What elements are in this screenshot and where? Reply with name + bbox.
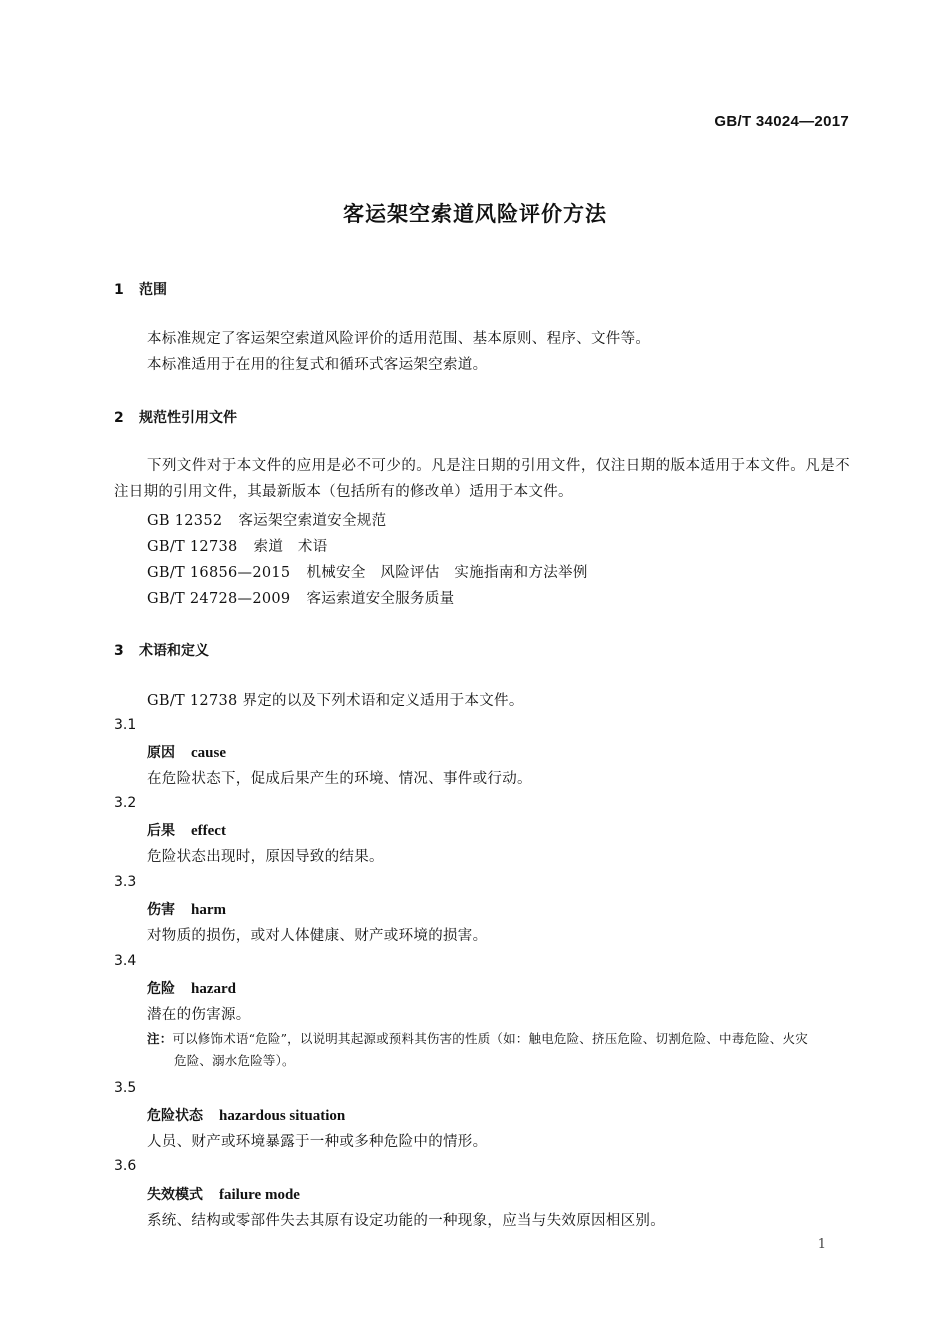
section-2-intro: 下列文件对于本文件的应用是必不可少的。凡是注日期的引用文件，仅注日期的版本适用于本文件。凡是不注日期的引用文件，其最新版本（包括所有的修改单）适用于本文件。 — [114, 458, 850, 500]
section-number: 1 — [114, 282, 124, 298]
term-zh: 危险 — [147, 981, 175, 997]
term-zh: 原因 — [147, 745, 175, 761]
section-title: 范围 — [139, 282, 167, 298]
reference-title: 索道 术语 — [253, 539, 328, 555]
term-zh: 后果 — [147, 823, 175, 839]
reference-title: 客运索道安全服务质量 — [306, 591, 455, 607]
term-definition: 系统、结构或零部件失去其原有设定功能的一种现象，应当与失效原因相区别。 — [147, 1213, 665, 1229]
reference-code: GB/T 12738 — [147, 539, 238, 555]
section-title: 术语和定义 — [139, 643, 209, 659]
document-title: 客运架空索道风险评价方法 — [343, 202, 607, 226]
term-number: 3.5 — [114, 1080, 137, 1096]
section-1-paragraph: 本标准规定了客运架空索道风险评价的适用范围、基本原则、程序、文件等。 — [147, 331, 651, 347]
section-title: 规范性引用文件 — [139, 410, 237, 426]
term-definition: 对物质的损伤，或对人体健康、财产或环境的损害。 — [147, 928, 488, 944]
term-heading — [147, 820, 226, 840]
term-zh: 危险状态 — [147, 1108, 203, 1124]
term-definition: 潜在的伤害源。 — [147, 1007, 251, 1023]
standard-number: GB/T 34024—2017 — [714, 113, 849, 130]
reference-item — [147, 509, 386, 530]
section-3-heading — [114, 640, 209, 660]
term-note — [147, 1028, 850, 1072]
term-definition: 人员、财产或环境暴露于一种或多种危险中的情形。 — [147, 1134, 488, 1150]
term-en: hazardous situation — [219, 1108, 346, 1124]
term-heading — [147, 742, 226, 762]
reference-code: GB 12352 — [147, 513, 223, 529]
reference-title: 机械安全 风险评估 实施指南和方法举例 — [306, 565, 588, 581]
term-heading — [147, 1105, 345, 1125]
term-number: 3.4 — [114, 953, 137, 969]
term-heading — [147, 1184, 300, 1204]
term-number: 3.2 — [114, 795, 137, 811]
term-number: 3.1 — [114, 717, 137, 733]
note-text-continued: 危险、溺水危险等）。 — [174, 1053, 295, 1068]
term-zh: 伤害 — [147, 902, 175, 918]
term-en: harm — [191, 902, 226, 918]
reference-item — [147, 535, 328, 556]
term-zh: 失效模式 — [147, 1187, 203, 1203]
section-1-paragraph: 本标准适用于在用的往复式和循环式客运架空索道。 — [147, 357, 488, 373]
reference-code: GB/T 24728—2009 — [147, 591, 291, 607]
section-2-heading — [114, 407, 237, 427]
term-heading — [147, 978, 236, 998]
term-en: cause — [191, 745, 226, 761]
term-definition: 危险状态出现时，原因导致的结果。 — [147, 849, 384, 865]
reference-title: 客运架空索道安全规范 — [238, 513, 387, 529]
term-en: hazard — [191, 981, 236, 997]
term-heading — [147, 899, 226, 919]
section-3-intro: GB/T 12738 界定的以及下列术语和定义适用于本文件。 — [147, 693, 524, 709]
term-definition: 在危险状态下，促成后果产生的环境、情况、事件或行动。 — [147, 771, 532, 787]
reference-item — [147, 561, 588, 582]
section-number: 3 — [114, 643, 124, 659]
note-label: 注： — [147, 1031, 173, 1046]
term-number: 3.6 — [114, 1158, 137, 1174]
term-en: failure mode — [219, 1187, 300, 1203]
term-number: 3.3 — [114, 874, 137, 890]
page-number: 1 — [817, 1237, 826, 1252]
note-text: 可以修饰术语“危险”，以说明其起源或预料其伤害的性质（如：触电危险、挤压危险、切割危险、中毒危险、火灾 — [172, 1031, 808, 1046]
section-1-heading — [114, 279, 167, 299]
reference-item — [147, 587, 454, 608]
reference-code: GB/T 16856—2015 — [147, 565, 291, 581]
term-en: effect — [191, 823, 226, 839]
section-number: 2 — [114, 410, 124, 426]
